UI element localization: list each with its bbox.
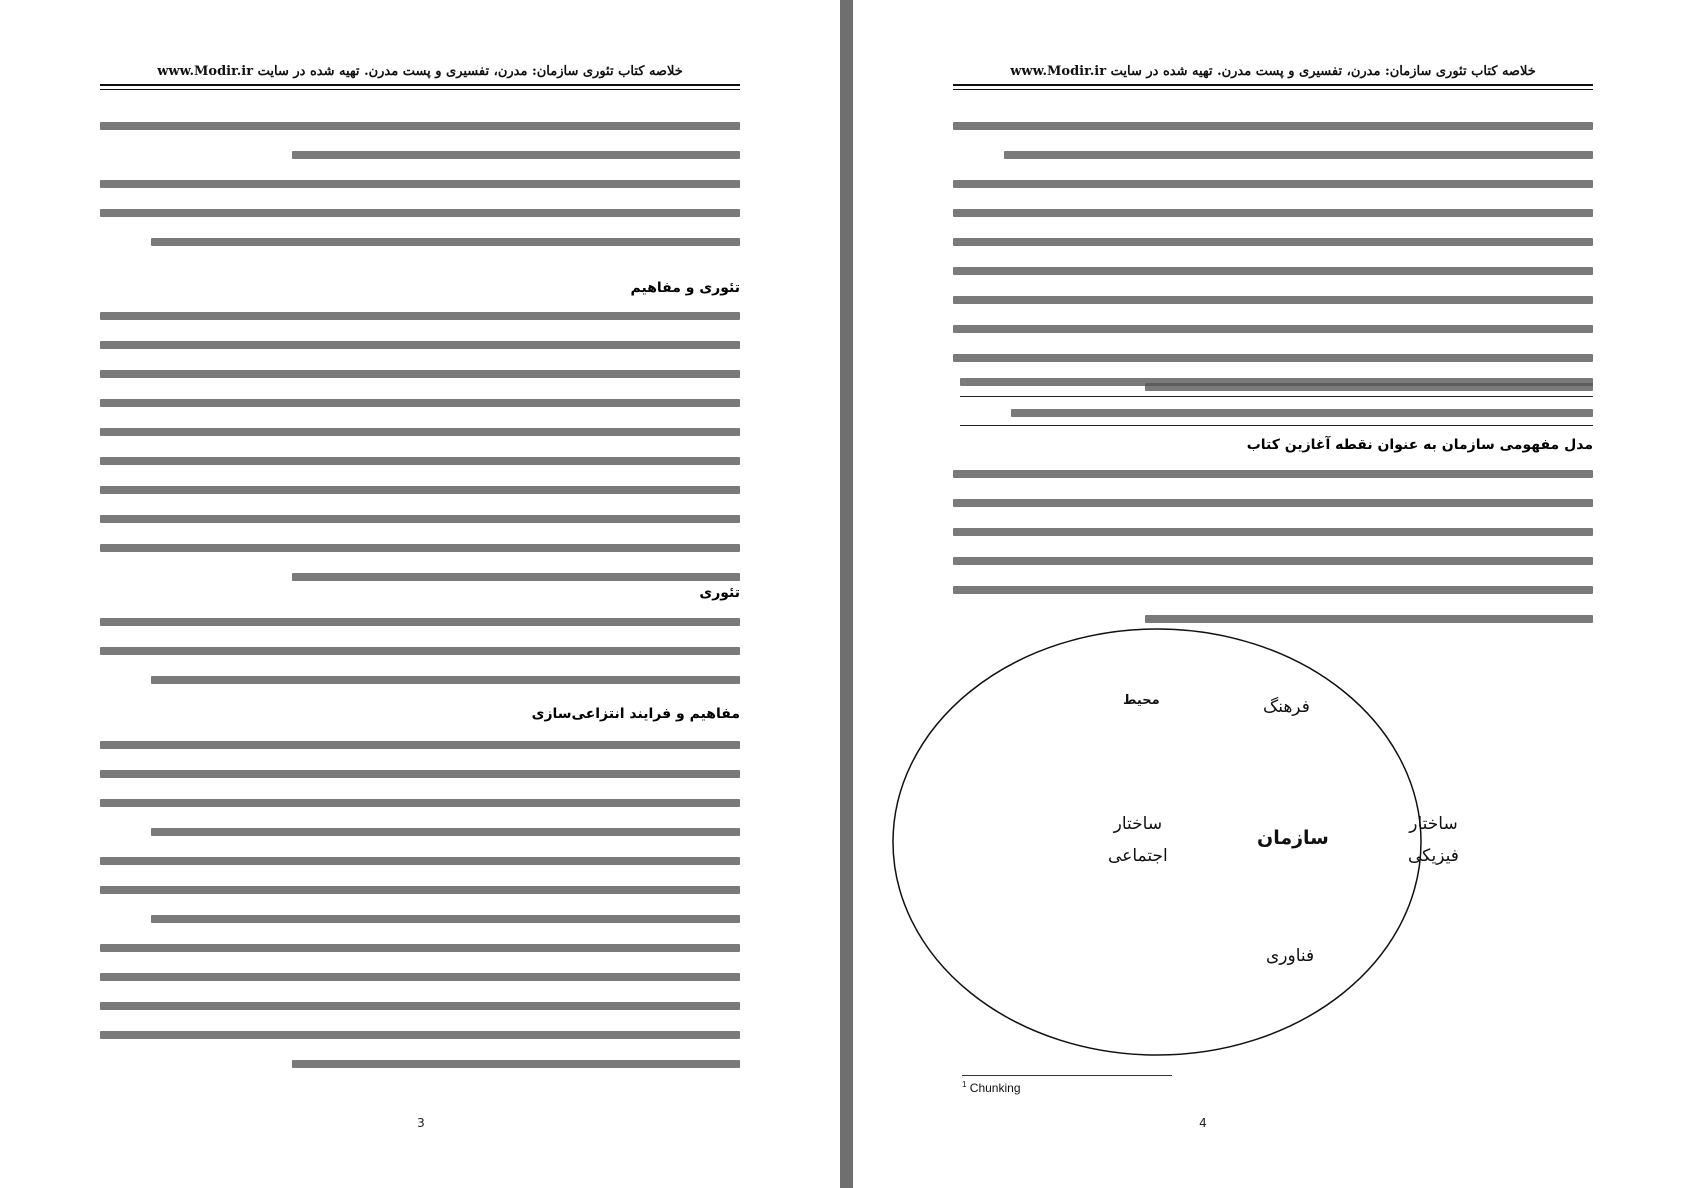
paragraph-concepts [100,741,740,1089]
heading-conceptual-model: مدل مفهومی سازمان به عنوان نقطه آغازین کتاب [1246,437,1593,453]
paragraph-intro [100,122,740,267]
label-organization: سازمان [1257,827,1329,849]
label-physical-structure [1408,808,1459,872]
label-social-structure-line2: اجتماعی [1108,846,1168,866]
paragraph-theory-and-concepts [100,312,740,602]
footnote-marker: 1 [962,1080,967,1089]
label-physical-structure-line2: فیزیکی [1408,846,1459,866]
page-gutter [840,0,853,1188]
heading-theory-and-concepts: تئوری و مفاهیم [630,280,740,296]
header-site[interactable]: www.Modir.ir [157,64,254,79]
footnote-rule [962,1075,1172,1076]
header-rule [100,84,740,86]
label-social-structure [1108,808,1168,872]
page-4 [853,0,1693,1188]
label-technology: فناوری [1266,946,1315,966]
page-number: 4 [1199,1116,1207,1130]
footnote [962,1080,1021,1095]
page-3 [0,0,840,1188]
label-culture: فرهنگ [1263,697,1310,717]
header-site[interactable]: www.Modir.ir [1010,64,1107,79]
header-rule-thin [100,89,740,90]
page-header [100,64,740,79]
heading-concepts-abstraction: مفاهیم و فرایند انتزاعی‌سازی [531,706,740,722]
page-number: 3 [417,1116,425,1130]
paragraph-theory [100,618,740,705]
organization-model-diagram [853,0,1693,1188]
label-environment: محیط [1123,693,1160,708]
heading-theory: تئوری [699,585,740,601]
label-social-structure-line1: ساختار [1113,814,1163,834]
footnote-text: Chunking [969,1081,1021,1095]
header-title: خلاصه کتاب تئوری سازمان: مدرن، تفسیری و پست مدرن. تهیه شده در سایت [257,64,683,79]
header-title: خلاصه کتاب تئوری سازمان: مدرن، تفسیری و پست مدرن. تهیه شده در سایت [1110,64,1536,79]
label-physical-structure-line1: ساختار [1409,814,1458,834]
